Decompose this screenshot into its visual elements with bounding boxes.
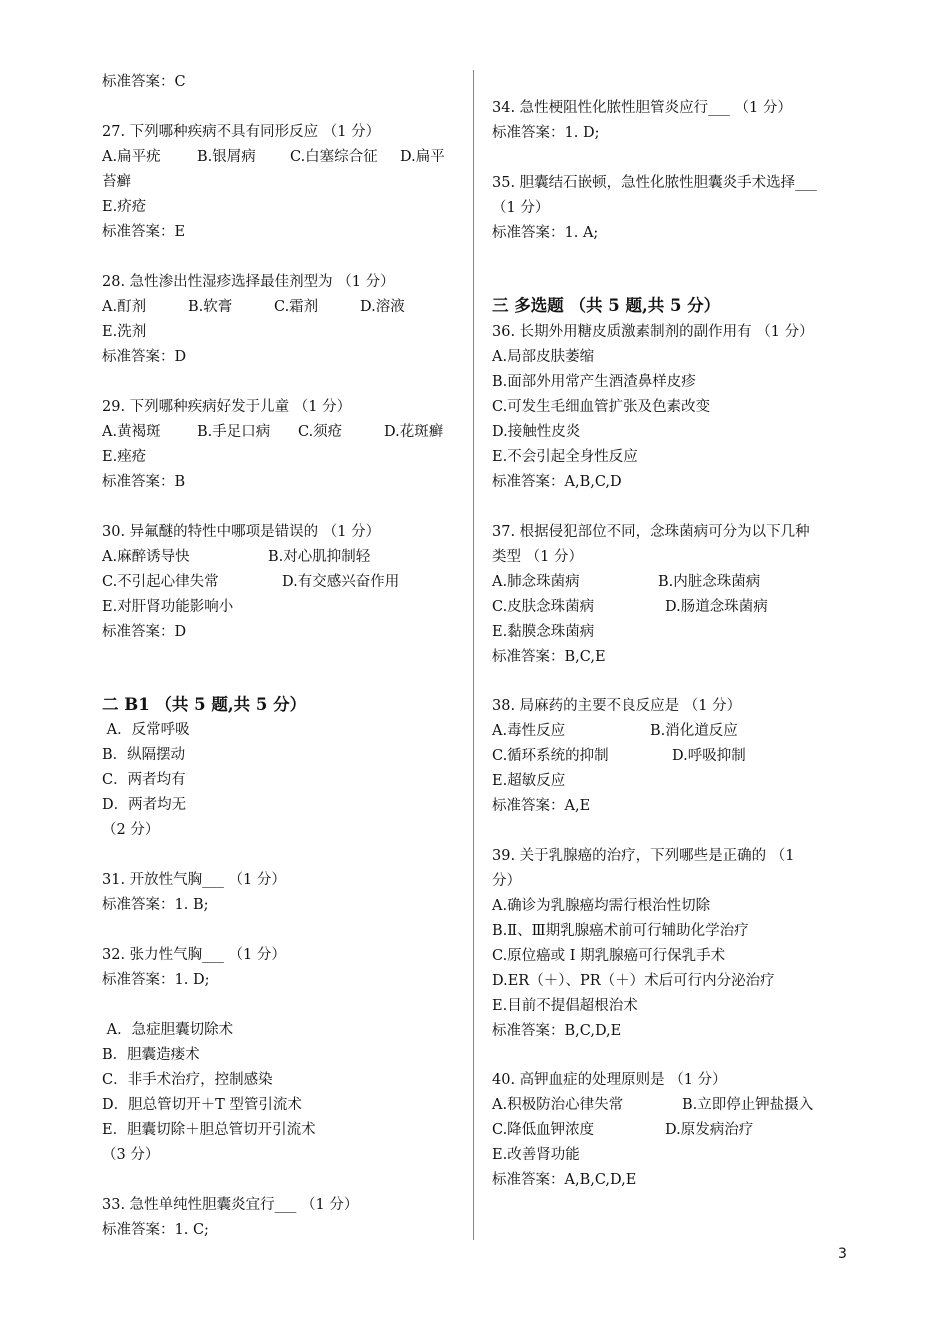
question-29-stem: 29. 下列哪种疾病好发于儿童 （1 分） xyxy=(102,399,352,415)
question-30-option-d: D.有交感兴奋作用 xyxy=(282,574,400,590)
question-38-option-e: E.超敏反应 xyxy=(492,773,566,789)
question-40-option-e: E.改善肾功能 xyxy=(492,1147,580,1163)
question-29-option-c: C.须疮 xyxy=(298,424,343,440)
answer-32: 标准答案：1. D; xyxy=(102,972,210,988)
shared-option-2: C．非手术治疗，控制感染 xyxy=(102,1072,273,1088)
question-38-stem: 38. 局麻药的主要不良反应是 （1 分） xyxy=(492,698,742,714)
question-27-stem: 27. 下列哪种疾病不具有同形反应 （1 分） xyxy=(102,124,381,140)
shared-option-2: D．胆总管切开＋T 型管引流术 xyxy=(102,1097,302,1113)
question-39-option: D.ER（＋）、PR（＋）术后可行内分泌治疗 xyxy=(492,973,775,989)
shared-option-2: B．胆囊造瘘术 xyxy=(102,1047,200,1063)
answer-39: 标准答案：B,C,D,E xyxy=(492,1023,622,1039)
question-37-option-a: A.肺念珠菌病 xyxy=(492,574,580,590)
answer-33: 标准答案：1. C; xyxy=(102,1222,209,1238)
question-40-option-a: A.积极防治心律失常 xyxy=(492,1097,624,1113)
shared-option-2: A．急症胆囊切除术 xyxy=(102,1022,234,1038)
question-30-option-c: C.不引起心律失常 xyxy=(102,574,219,590)
question-38-option-b: B.消化道反应 xyxy=(650,723,738,739)
question-27-option-d-cont: 苔癣 xyxy=(102,174,131,190)
answer-37: 标准答案：B,C,E xyxy=(492,649,606,665)
question-37-option-c: C.皮肤念珠菌病 xyxy=(492,599,595,615)
answer-26: 标准答案：C xyxy=(102,74,186,90)
section-2-title: 二 B1 （共 5 题,共 5 分） xyxy=(102,695,307,714)
question-30-option-e: E.对肝肾功能影响小 xyxy=(102,599,234,615)
shared-score-2: （3 分） xyxy=(102,1147,160,1163)
question-36-option: D.接触性皮炎 xyxy=(492,424,581,440)
question-37-stem: 37. 根据侵犯部位不同，念珠菌病可分为以下几种 xyxy=(492,524,810,540)
question-40-option-c: C.降低血钾浓度 xyxy=(492,1122,595,1138)
answer-27: 标准答案：E xyxy=(102,224,186,240)
answer-31: 标准答案：1. B; xyxy=(102,897,209,913)
question-39-option: B.Ⅱ、Ⅲ期乳腺癌术前可行辅助化学治疗 xyxy=(492,923,749,939)
question-39-option: A.确诊为乳腺癌均需行根治性切除 xyxy=(492,898,711,914)
question-28-option-c: C.霜剂 xyxy=(274,299,319,315)
question-27-option-d: D.扁平 xyxy=(400,149,445,165)
question-28-option-d: D.溶液 xyxy=(360,299,405,315)
question-31-stem: 31. 开放性气胸___ （1 分） xyxy=(102,872,286,888)
question-40-option-b: B.立即停止钾盐摄入 xyxy=(682,1097,814,1113)
question-38-option-c: C.循环系统的抑制 xyxy=(492,748,609,764)
question-28-option-a: A.酊剂 xyxy=(102,299,147,315)
question-38-option-a: A.毒性反应 xyxy=(492,723,566,739)
question-37-option-b: B.内脏念珠菌病 xyxy=(658,574,761,590)
answer-30: 标准答案：D xyxy=(102,624,187,640)
question-39-stem: 39. 关于乳腺癌的治疗，下列哪些是正确的 （1 xyxy=(492,848,795,864)
question-37-option-e: E.黏膜念珠菌病 xyxy=(492,624,595,640)
question-36-option: E.不会引起全身性反应 xyxy=(492,449,638,465)
question-27-option-c: C.白塞综合征 xyxy=(290,149,378,165)
shared-option-2: E．胆囊切除＋胆总管切开引流术 xyxy=(102,1122,316,1138)
answer-36: 标准答案：A,B,C,D xyxy=(492,474,622,490)
shared-option-1: C．两者均有 xyxy=(102,772,186,788)
question-39-stem-cont: 分） xyxy=(492,873,521,889)
question-29-option-a: A.黄褐斑 xyxy=(102,424,161,440)
question-29-option-d: D.花斑癣 xyxy=(384,424,444,440)
answer-35: 标准答案：1. A; xyxy=(492,225,599,241)
question-36-option: B.面部外用常产生酒渣鼻样皮疹 xyxy=(492,374,696,390)
question-30-option-b: B.对心肌抑制轻 xyxy=(268,549,371,565)
page-number: 3 xyxy=(838,1246,847,1262)
answer-38: 标准答案：A,E xyxy=(492,798,591,814)
column-divider xyxy=(473,70,474,1240)
question-40-stem: 40. 高钾血症的处理原则是 （1 分） xyxy=(492,1072,727,1088)
question-39-option: E.目前不提倡超根治术 xyxy=(492,998,638,1014)
shared-option-1: B．纵隔摆动 xyxy=(102,747,186,763)
section-3-title: 三 多选题 （共 5 题,共 5 分） xyxy=(492,296,721,315)
question-28-stem: 28. 急性渗出性湿疹选择最佳剂型为 （1 分） xyxy=(102,274,395,290)
question-29-option-b: B.手足口病 xyxy=(197,424,271,440)
question-30-option-a: A.麻醉诱导快 xyxy=(102,549,190,565)
shared-option-1: D．两者均无 xyxy=(102,797,187,813)
answer-28: 标准答案：D xyxy=(102,349,187,365)
question-33-stem: 33. 急性单纯性胆囊炎宜行___ （1 分） xyxy=(102,1197,359,1213)
question-27-option-b: B.银屑病 xyxy=(197,149,256,165)
question-32-stem: 32. 张力性气胸___ （1 分） xyxy=(102,947,286,963)
question-37-stem-cont: 类型 （1 分） xyxy=(492,549,583,565)
question-35-stem-cont: （1 分） xyxy=(492,200,550,216)
question-34-stem: 34. 急性梗阻性化脓性胆管炎应行___ （1 分） xyxy=(492,100,792,116)
question-37-option-d: D.肠道念珠菌病 xyxy=(665,599,768,615)
shared-option-1: A．反常呼吸 xyxy=(102,722,190,738)
question-27-option-a: A.扁平疣 xyxy=(102,149,161,165)
question-36-option: A.局部皮肤萎缩 xyxy=(492,349,595,365)
question-27-option-e: E.疥疮 xyxy=(102,199,147,215)
question-28-option-b: B.软膏 xyxy=(188,299,233,315)
answer-34: 标准答案：1. D; xyxy=(492,125,600,141)
question-30-stem: 30. 异氟醚的特性中哪项是错误的 （1 分） xyxy=(102,524,381,540)
question-36-option: C.可发生毛细血管扩张及色素改变 xyxy=(492,399,711,415)
answer-40: 标准答案：A,B,C,D,E xyxy=(492,1172,637,1188)
question-35-stem: 35. 胆囊结石嵌顿，急性化脓性胆囊炎手术选择___ xyxy=(492,175,817,191)
question-28-option-e: E.洗剂 xyxy=(102,324,147,340)
question-36-stem: 36. 长期外用糖皮质激素制剂的副作用有 （1 分） xyxy=(492,324,814,340)
question-29-option-e: E.痤疮 xyxy=(102,449,147,465)
question-39-option: C.原位癌或 I 期乳腺癌可行保乳手术 xyxy=(492,948,726,964)
question-38-option-d: D.呼吸抑制 xyxy=(672,748,746,764)
question-40-option-d: D.原发病治疗 xyxy=(665,1122,754,1138)
answer-29: 标准答案：B xyxy=(102,474,186,490)
shared-score-1: （2 分） xyxy=(102,822,160,838)
